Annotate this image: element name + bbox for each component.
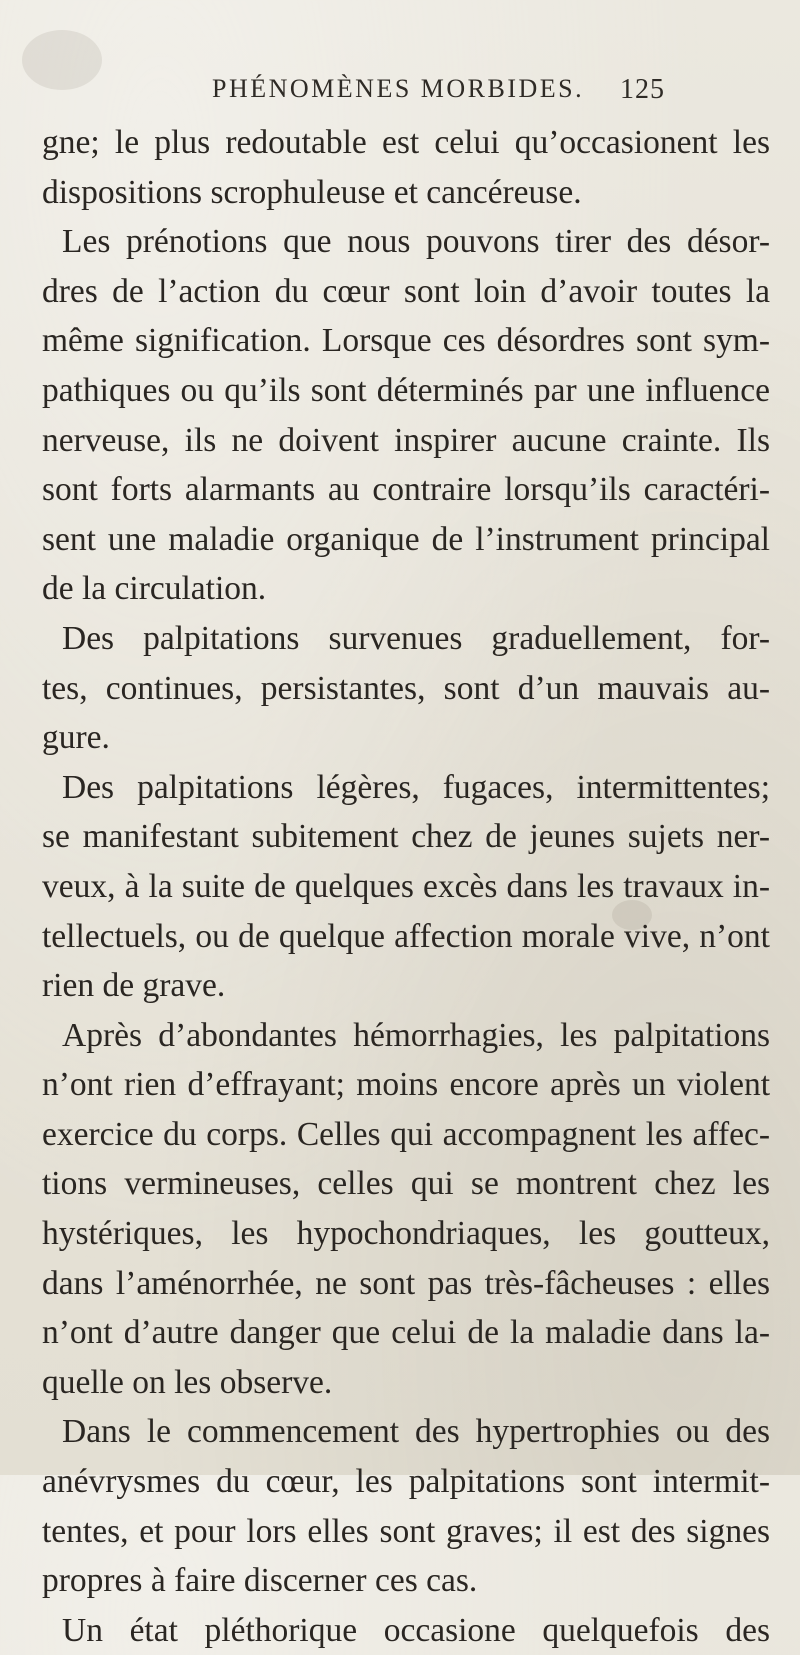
text-line: Après d’abondantes hémorrhagies, les palpitations bbox=[62, 1016, 770, 1054]
text-line: gure. bbox=[42, 719, 110, 757]
text-line: dispositions scrophuleuse et cancéreuse. bbox=[42, 173, 582, 211]
running-head bbox=[0, 74, 800, 114]
text-line: Un état pléthorique occasione quelquefois des bbox=[62, 1611, 770, 1649]
text-line: rien de grave. bbox=[42, 967, 226, 1005]
text-line: gne; le plus redoutable est celui qu’occasionent les bbox=[42, 124, 770, 161]
text-line: nerveuse, ils ne doivent inspirer aucune crainte. Ils bbox=[42, 421, 770, 459]
body-text bbox=[42, 118, 770, 1655]
running-title: PHÉNOMÈNES MORBIDES. bbox=[212, 74, 585, 103]
text-line: veux, à la suite de quelques excès dans les travaux in- bbox=[42, 867, 770, 905]
text-line: même signification. Lorsque ces désordres sont sym- bbox=[42, 322, 770, 360]
text-line: tentes, et pour lors elles sont graves; il est des signes bbox=[42, 1512, 770, 1550]
text-line: n’ont rien d’effrayant; moins encore après un violent bbox=[42, 1066, 770, 1104]
text-line: Dans le commencement des hypertrophies ou des bbox=[62, 1413, 770, 1451]
text-line: anévrysmes du cœur, les palpitations sont intermit- bbox=[42, 1463, 770, 1501]
text-line: pathiques ou qu’ils sont déterminés par une influence bbox=[42, 371, 770, 409]
text-line: sont forts alarmants au contraire lorsqu’ils caractéri- bbox=[42, 471, 770, 509]
text-line: Les prénotions que nous pouvons tirer des désor- bbox=[62, 223, 770, 261]
text-line: se manifestant subitement chez de jeunes sujets ner- bbox=[42, 818, 770, 856]
text-line: Des palpitations survenues graduellement, for- bbox=[62, 619, 770, 657]
text-line: tions vermineuses, celles qui se montrent chez les bbox=[42, 1165, 770, 1203]
text-line: dres de l’action du cœur sont loin d’avoir toutes la bbox=[42, 272, 770, 310]
page-number: 125 bbox=[620, 74, 665, 105]
text-line: sent une maladie organique de l’instrument principal bbox=[42, 520, 770, 558]
text-line: tes, continues, persistantes, sont d’un mauvais au- bbox=[42, 669, 770, 707]
text-line: quelle on les observe. bbox=[42, 1363, 333, 1401]
text-line: dans l’aménorrhée, ne sont pas très-fâcheuses : elles bbox=[42, 1264, 770, 1302]
text-line: exercice du corps. Celles qui accompagnent les affec- bbox=[42, 1115, 770, 1153]
text-line: propres à faire discerner ces cas. bbox=[42, 1562, 478, 1600]
text-line: de la circulation. bbox=[42, 570, 267, 608]
text-line: n’ont d’autre danger que celui de la maladie dans la- bbox=[42, 1314, 770, 1352]
text-line: Des palpitations légères, fugaces, intermittentes; bbox=[62, 768, 770, 806]
text-line: hystériques, les hypochondriaques, les goutteux, bbox=[42, 1215, 770, 1253]
text-line: tellectuels, ou de quelque affection morale vive, n’ont bbox=[42, 917, 770, 955]
